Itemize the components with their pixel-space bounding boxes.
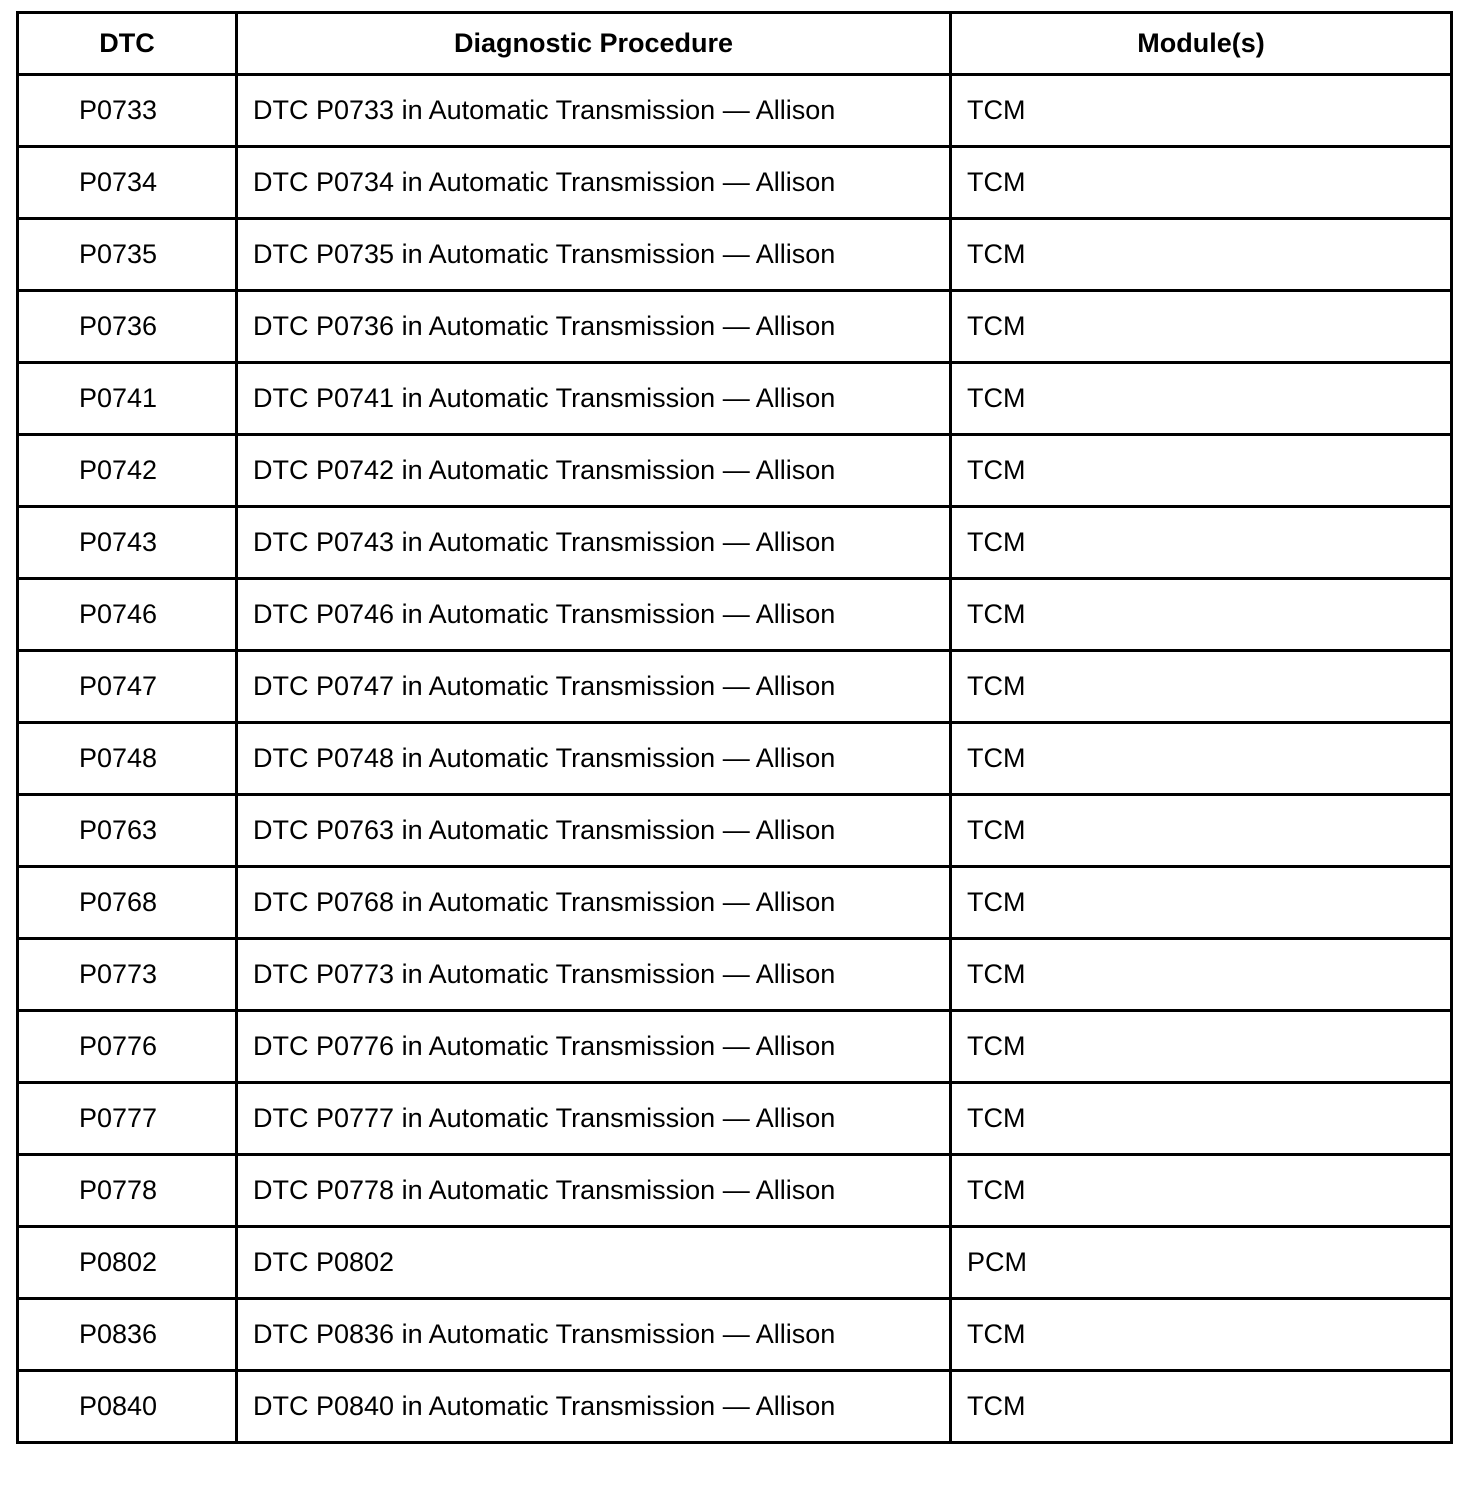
dtc-code-cell: P0733 <box>18 75 237 147</box>
diagnostic-procedure-cell: DTC P0742 in Automatic Transmission — Allison <box>237 435 951 507</box>
diagnostic-procedure-cell: DTC P0768 in Automatic Transmission — Allison <box>237 867 951 939</box>
dtc-code-cell: P0776 <box>18 1011 237 1083</box>
module-cell: TCM <box>951 219 1452 291</box>
table-row <box>18 1083 1452 1155</box>
diagnostic-procedure-cell: DTC P0840 in Automatic Transmission — Allison <box>237 1371 951 1443</box>
diagnostic-procedure-cell: DTC P0746 in Automatic Transmission — Allison <box>237 579 951 651</box>
dtc-table <box>16 11 1453 1444</box>
module-cell: TCM <box>951 795 1452 867</box>
module-cell: TCM <box>951 651 1452 723</box>
module-cell: TCM <box>951 147 1452 219</box>
table-row <box>18 219 1452 291</box>
dtc-code-cell: P0734 <box>18 147 237 219</box>
module-cell: TCM <box>951 75 1452 147</box>
module-cell: TCM <box>951 435 1452 507</box>
header-dtc: DTC <box>18 13 237 75</box>
module-cell: TCM <box>951 1371 1452 1443</box>
table-body <box>18 75 1452 1443</box>
dtc-code-cell: P0735 <box>18 219 237 291</box>
table-row <box>18 651 1452 723</box>
dtc-code-cell: P0741 <box>18 363 237 435</box>
diagnostic-procedure-cell: DTC P0776 in Automatic Transmission — Allison <box>237 1011 951 1083</box>
dtc-code-cell: P0736 <box>18 291 237 363</box>
table-header <box>18 13 1452 75</box>
module-cell: TCM <box>951 1299 1452 1371</box>
dtc-code-cell: P0836 <box>18 1299 237 1371</box>
module-cell: PCM <box>951 1227 1452 1299</box>
module-cell: TCM <box>951 507 1452 579</box>
diagnostic-procedure-cell: DTC P0773 in Automatic Transmission — Allison <box>237 939 951 1011</box>
module-cell: TCM <box>951 291 1452 363</box>
diagnostic-procedure-cell: DTC P0741 in Automatic Transmission — Allison <box>237 363 951 435</box>
diagnostic-procedure-cell: DTC P0777 in Automatic Transmission — Allison <box>237 1083 951 1155</box>
table-row <box>18 579 1452 651</box>
dtc-code-cell: P0802 <box>18 1227 237 1299</box>
table-row <box>18 1155 1452 1227</box>
table-row <box>18 435 1452 507</box>
diagnostic-procedure-cell: DTC P0778 in Automatic Transmission — Allison <box>237 1155 951 1227</box>
dtc-code-cell: P0742 <box>18 435 237 507</box>
module-cell: TCM <box>951 723 1452 795</box>
table-row <box>18 147 1452 219</box>
header-row <box>18 13 1452 75</box>
module-cell: TCM <box>951 1083 1452 1155</box>
diagnostic-procedure-cell: DTC P0836 in Automatic Transmission — Allison <box>237 1299 951 1371</box>
table-row <box>18 723 1452 795</box>
dtc-code-cell: P0840 <box>18 1371 237 1443</box>
diagnostic-procedure-cell: DTC P0747 in Automatic Transmission — Allison <box>237 651 951 723</box>
diagnostic-procedure-cell: DTC P0802 <box>237 1227 951 1299</box>
table-row <box>18 1299 1452 1371</box>
table-row <box>18 939 1452 1011</box>
dtc-code-cell: P0773 <box>18 939 237 1011</box>
diagnostic-procedure-cell: DTC P0743 in Automatic Transmission — Allison <box>237 507 951 579</box>
module-cell: TCM <box>951 579 1452 651</box>
diagnostic-procedure-cell: DTC P0735 in Automatic Transmission — Allison <box>237 219 951 291</box>
dtc-code-cell: P0768 <box>18 867 237 939</box>
table-row <box>18 507 1452 579</box>
table-row <box>18 75 1452 147</box>
header-modules: Module(s) <box>951 13 1452 75</box>
diagnostic-procedure-cell: DTC P0733 in Automatic Transmission — Allison <box>237 75 951 147</box>
dtc-code-cell: P0743 <box>18 507 237 579</box>
header-diagnostic-procedure: Diagnostic Procedure <box>237 13 951 75</box>
module-cell: TCM <box>951 867 1452 939</box>
diagnostic-procedure-cell: DTC P0736 in Automatic Transmission — Allison <box>237 291 951 363</box>
dtc-code-cell: P0746 <box>18 579 237 651</box>
diagnostic-procedure-cell: DTC P0748 in Automatic Transmission — Allison <box>237 723 951 795</box>
diagnostic-procedure-cell: DTC P0734 in Automatic Transmission — Allison <box>237 147 951 219</box>
dtc-code-cell: P0777 <box>18 1083 237 1155</box>
table-row <box>18 291 1452 363</box>
module-cell: TCM <box>951 1011 1452 1083</box>
table-row <box>18 795 1452 867</box>
diagnostic-procedure-cell: DTC P0763 in Automatic Transmission — Allison <box>237 795 951 867</box>
table-row <box>18 1227 1452 1299</box>
table-row <box>18 1371 1452 1443</box>
table-row <box>18 363 1452 435</box>
dtc-code-cell: P0748 <box>18 723 237 795</box>
module-cell: TCM <box>951 363 1452 435</box>
dtc-code-cell: P0747 <box>18 651 237 723</box>
module-cell: TCM <box>951 939 1452 1011</box>
dtc-code-cell: P0778 <box>18 1155 237 1227</box>
table-row <box>18 1011 1452 1083</box>
dtc-code-cell: P0763 <box>18 795 237 867</box>
table-row <box>18 867 1452 939</box>
module-cell: TCM <box>951 1155 1452 1227</box>
